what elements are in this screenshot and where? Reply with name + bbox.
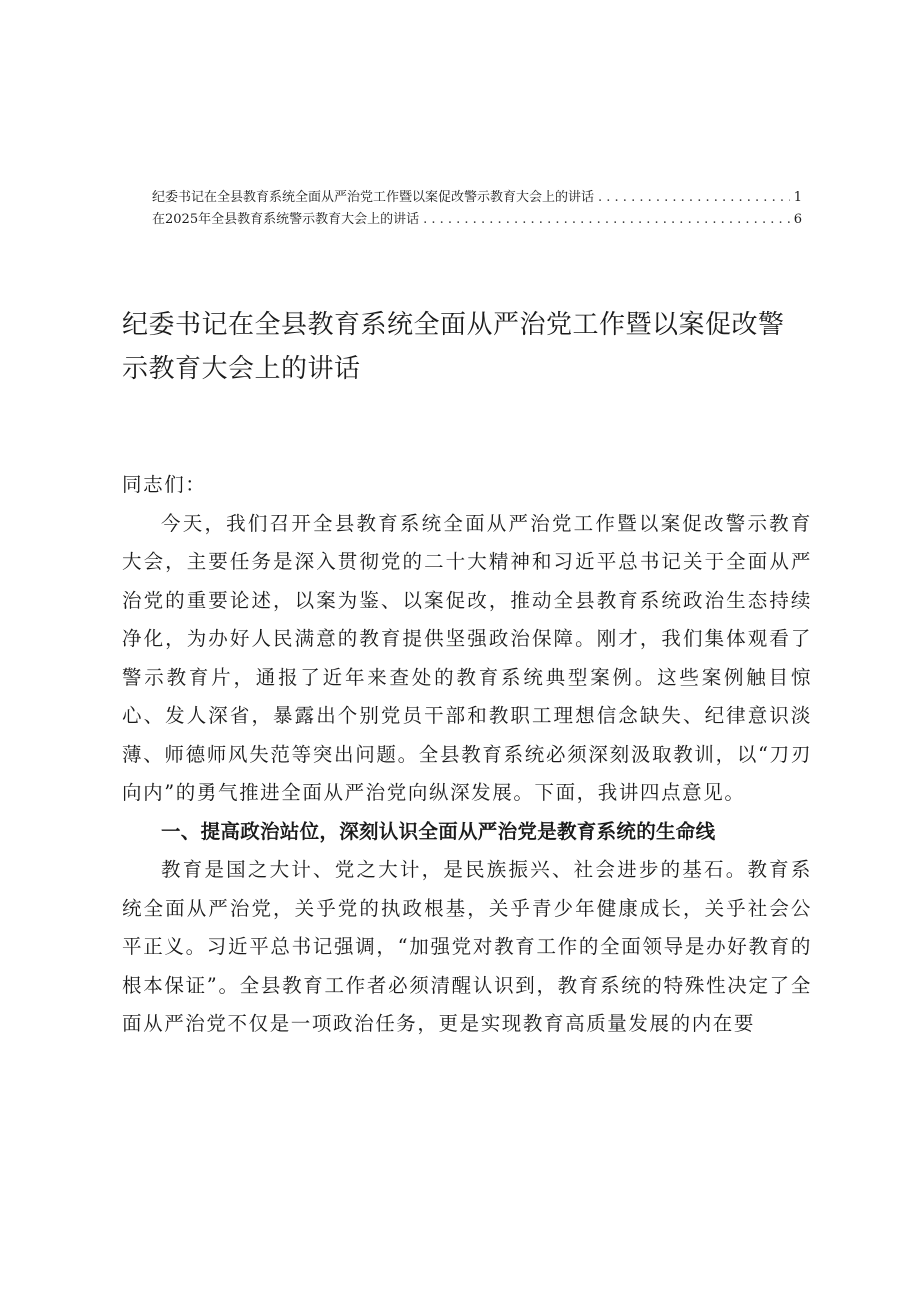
section-heading: 一、提高政治站位，深刻认识全面从严治党是教育系统的生命线 [161, 819, 716, 843]
toc-dot-leader [423, 209, 790, 231]
toc-entry[interactable] [152, 209, 802, 231]
salutation: 同志们： [122, 473, 207, 496]
toc-entry-title: 纪委书记在全县教育系统全面从严治党工作暨以案促改警示教育大会上的讲话 [152, 190, 595, 205]
document-body [122, 466, 812, 1044]
toc-entry-page-number: 1 [793, 190, 802, 205]
toc-entry-title: 在2025年全县教育系统警示教育大会上的讲话 [152, 212, 420, 227]
toc-entry-page-number: 6 [793, 212, 802, 227]
body-paragraph: 今天，我们召开全县教育系统全面从严治党工作暨以案促改警示教育大会，主要任务是深入贯彻党的二十大精神和习近平总书记关于全面从严治党的重要论述，以案为鉴、以案促改，推动全县教育系统政治生态持续净化，为办好人民满意的教育提供坚强政治保障。刚才，我们集体观看了警示教育片，通报了近年来查处的教育系统典型案例。这些案例触目惊心、发人深省，暴露出个别党员干部和教职工理想信念缺失、纪律意识淡薄、师德师风失范等突出问题。全县教育系统必须深刻汲取教训，以“刀刃向内”的勇气推进全面从严治党向纵深发展。下面，我讲四点意见。 [122, 511, 812, 804]
toc-dot-leader [598, 187, 790, 209]
body-paragraph: 教育是国之大计、党之大计，是民族振兴、社会进步的基石。教育系统全面从严治党，关乎党的执政根基，关乎青少年健康成长，关乎社会公平正义。习近平总书记强调，“加强党对教育工作的全面领导是办好教育的根本保证”。全县教育工作者必须清醒认识到，教育系统的特殊性决定了全面从严治党不仅是一项政治任务，更是实现教育高质量发展的内在要 [122, 858, 812, 1035]
table-of-contents [152, 187, 802, 231]
document-title: 纪委书记在全县教育系统全面从严治党工作暨以案促改警示教育大会上的讲话 [122, 310, 785, 384]
toc-entry[interactable] [152, 187, 802, 209]
